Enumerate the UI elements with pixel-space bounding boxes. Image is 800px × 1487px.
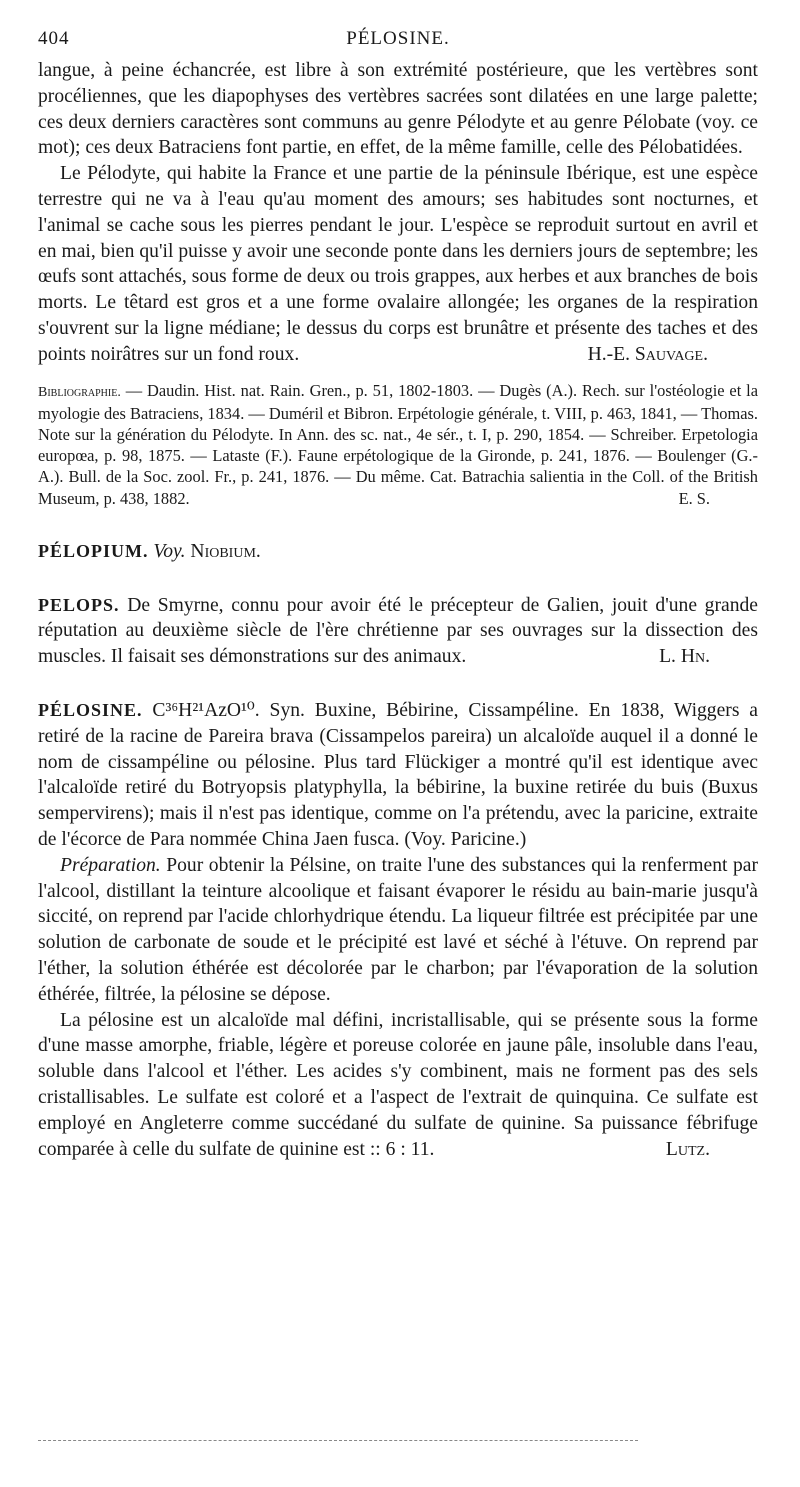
entry-head-pelosine: PÉLOSINE.	[38, 699, 143, 720]
voy-label: Voy.	[153, 540, 186, 562]
footer-rule	[38, 1440, 638, 1441]
paragraph-pelodyte-habits: Le Pélodyte, qui habite la France et une partie de la péninsule Ibérique, est une espèce terrestre qui ne va à l'eau qu'au moment des amours; ses habitudes sont nocturnes, et l'animal se cache sous les pierres pendant le jour. L'espèce se reproduit surtout en avril et en mai, bien qu'il puisse y avoir une seconde ponte dans les derniers jours de septembre; les œufs sont attachés, sous forme de deux ou trois grappes, aux herbes et aux branches de bois morts. Le têtard est gros et a une forme ovalaire allongée; les organes de la respiration s'ouvrent sur la ligne médiane; le dessus du corps est brunâtre et présente des taches et des points noirâtres sur un fond roux.	[38, 163, 758, 365]
running-head	[38, 28, 758, 58]
entry-pelops	[38, 593, 758, 670]
preparation-label: Préparation.	[60, 854, 161, 876]
entry-head-pelopium: PÉLOPIUM.	[38, 540, 149, 561]
document-page	[38, 28, 758, 1162]
page-number: 404	[38, 28, 70, 49]
pelosine-signature: Lutz.	[665, 1138, 710, 1160]
chemical-formula: C³⁶H²¹AzO¹⁰.	[152, 699, 260, 721]
bibliography-label: Bibliographie.	[38, 384, 121, 400]
cross-reference-niobium[interactable]: Niobium.	[190, 540, 261, 562]
pelosine-synonyms-text: Syn. Buxine, Bébirine, Cissampéline. En 1838, Wiggers a retiré de la racine de Pareira brava (Cissampelos pareira) un alcaloïde auquel il a donné le nom de cissampéline ou pélosine. Plus tard Flückiger a montré qu'il est identique avec l'alcaloïde retiré du Botryopsis platyphylla, la bébirine, la buxine retirée du buis (Buxus sempervirens); mais il n'est pas identique, comme on l'a prétendu, avec la paricine, extraite de l'écorce de Para nommée China Jaen fusca. (Voy. Paricine.)	[38, 699, 758, 850]
entry-pelosine	[38, 698, 758, 853]
running-title: PÉLOSINE.	[346, 28, 450, 49]
pelops-text: De Smyrne, connu pour avoir été le précepteur de Galien, jouit d'une grande réputation au deuxième siècle de l'ère chrétienne par ses ouvrages sur la dissection des muscles. Il faisait ses démonstrations sur des animaux.	[38, 594, 758, 668]
paragraph-pelodyte-anatomy: langue, à peine échancrée, est libre à son extrémité postérieure, que les vertèbres sont procéliennes, que les diapophyses des vertèbres sacrées sont dilatées en une large palette; ces deux derniers caractères sont communs au genre Pélodyte et au genre Pélobate (voy. ce mot); ces deux Batraciens font partie, en effet, de la même famille, celle des Pélobatidées.	[38, 60, 758, 159]
bibliography-text: — Daudin. Hist. nat. Rain. Gren., p. 51, 1802-1803. — Dugès (A.). Rech. sur l'ostéologie et la myologie des Batraciens, 1834. — Duméril et Bibron. Erpétologie générale, t. VIII, p. 463, 1841, — Thomas. Note sur la génération du Pélodyte. In Ann. des sc. nat., 4e sér., t. I, p. 290, 1854. — Schreiber. Erpetologia europœa, p. 98, 1875. — Lataste (F.). Faune erpétologique de la Gironde, p. 241, 1876. — Boulenger (G.-A.). Bull. de la Soc. zool. Fr., p. 241, 1876. — Du même. Cat. Batrachia salientia in the Coll. of the British Museum, p. 438, 1882.	[38, 380, 758, 508]
paragraph-preparation	[38, 853, 758, 1008]
entry-pelopium	[38, 539, 758, 565]
pelops-signature: L. Hn.	[659, 646, 710, 668]
preparation-text: Pour obtenir la Pélsine, on traite l'une des substances qui la renferment par l'alcool, distillant la teinture alcoolique et faisant évaporer le résidu au bain-marie jusqu'à siccité, on reprend par l'acide chlorhydrique étendu. La liqueur filtrée est précipitée par une solution de carbonate de soude et le précipité est lavé et séché à l'étuve. On reprend par l'éther, la solution éthérée est décolorée par le charbon; par l'évaporation de la solution éthérée, filtrée, la pélosine se dépose.	[38, 854, 758, 1005]
properties-text: La pélosine est un alcaloïde mal défini, incristallisable, qui se présente sous la forme d'une masse amorphe, friable, légère et poreuse colorée en jaune pâle, insoluble dans l'eau, soluble dans l'alcool et l'éther. Les acides s'y combinent, mais ne forment pas des sels cristallisables. Le sulfate est coloré et a l'aspect de l'extrait de quinquina. Ce sulfate est employé en Angleterre comme succédané du sulfate de quinine. Sa puissance fébrifuge comparée à celle du sulfate de quinine est :: 6 : 11.	[38, 1009, 758, 1160]
bibliography	[38, 380, 758, 509]
entry-head-pelops: PELOPS.	[38, 594, 120, 615]
paragraph-properties	[38, 1008, 758, 1163]
signature-sauvage: H.-E. Sauvage.	[587, 343, 708, 365]
bibliography-signature: E. S.	[678, 488, 710, 508]
